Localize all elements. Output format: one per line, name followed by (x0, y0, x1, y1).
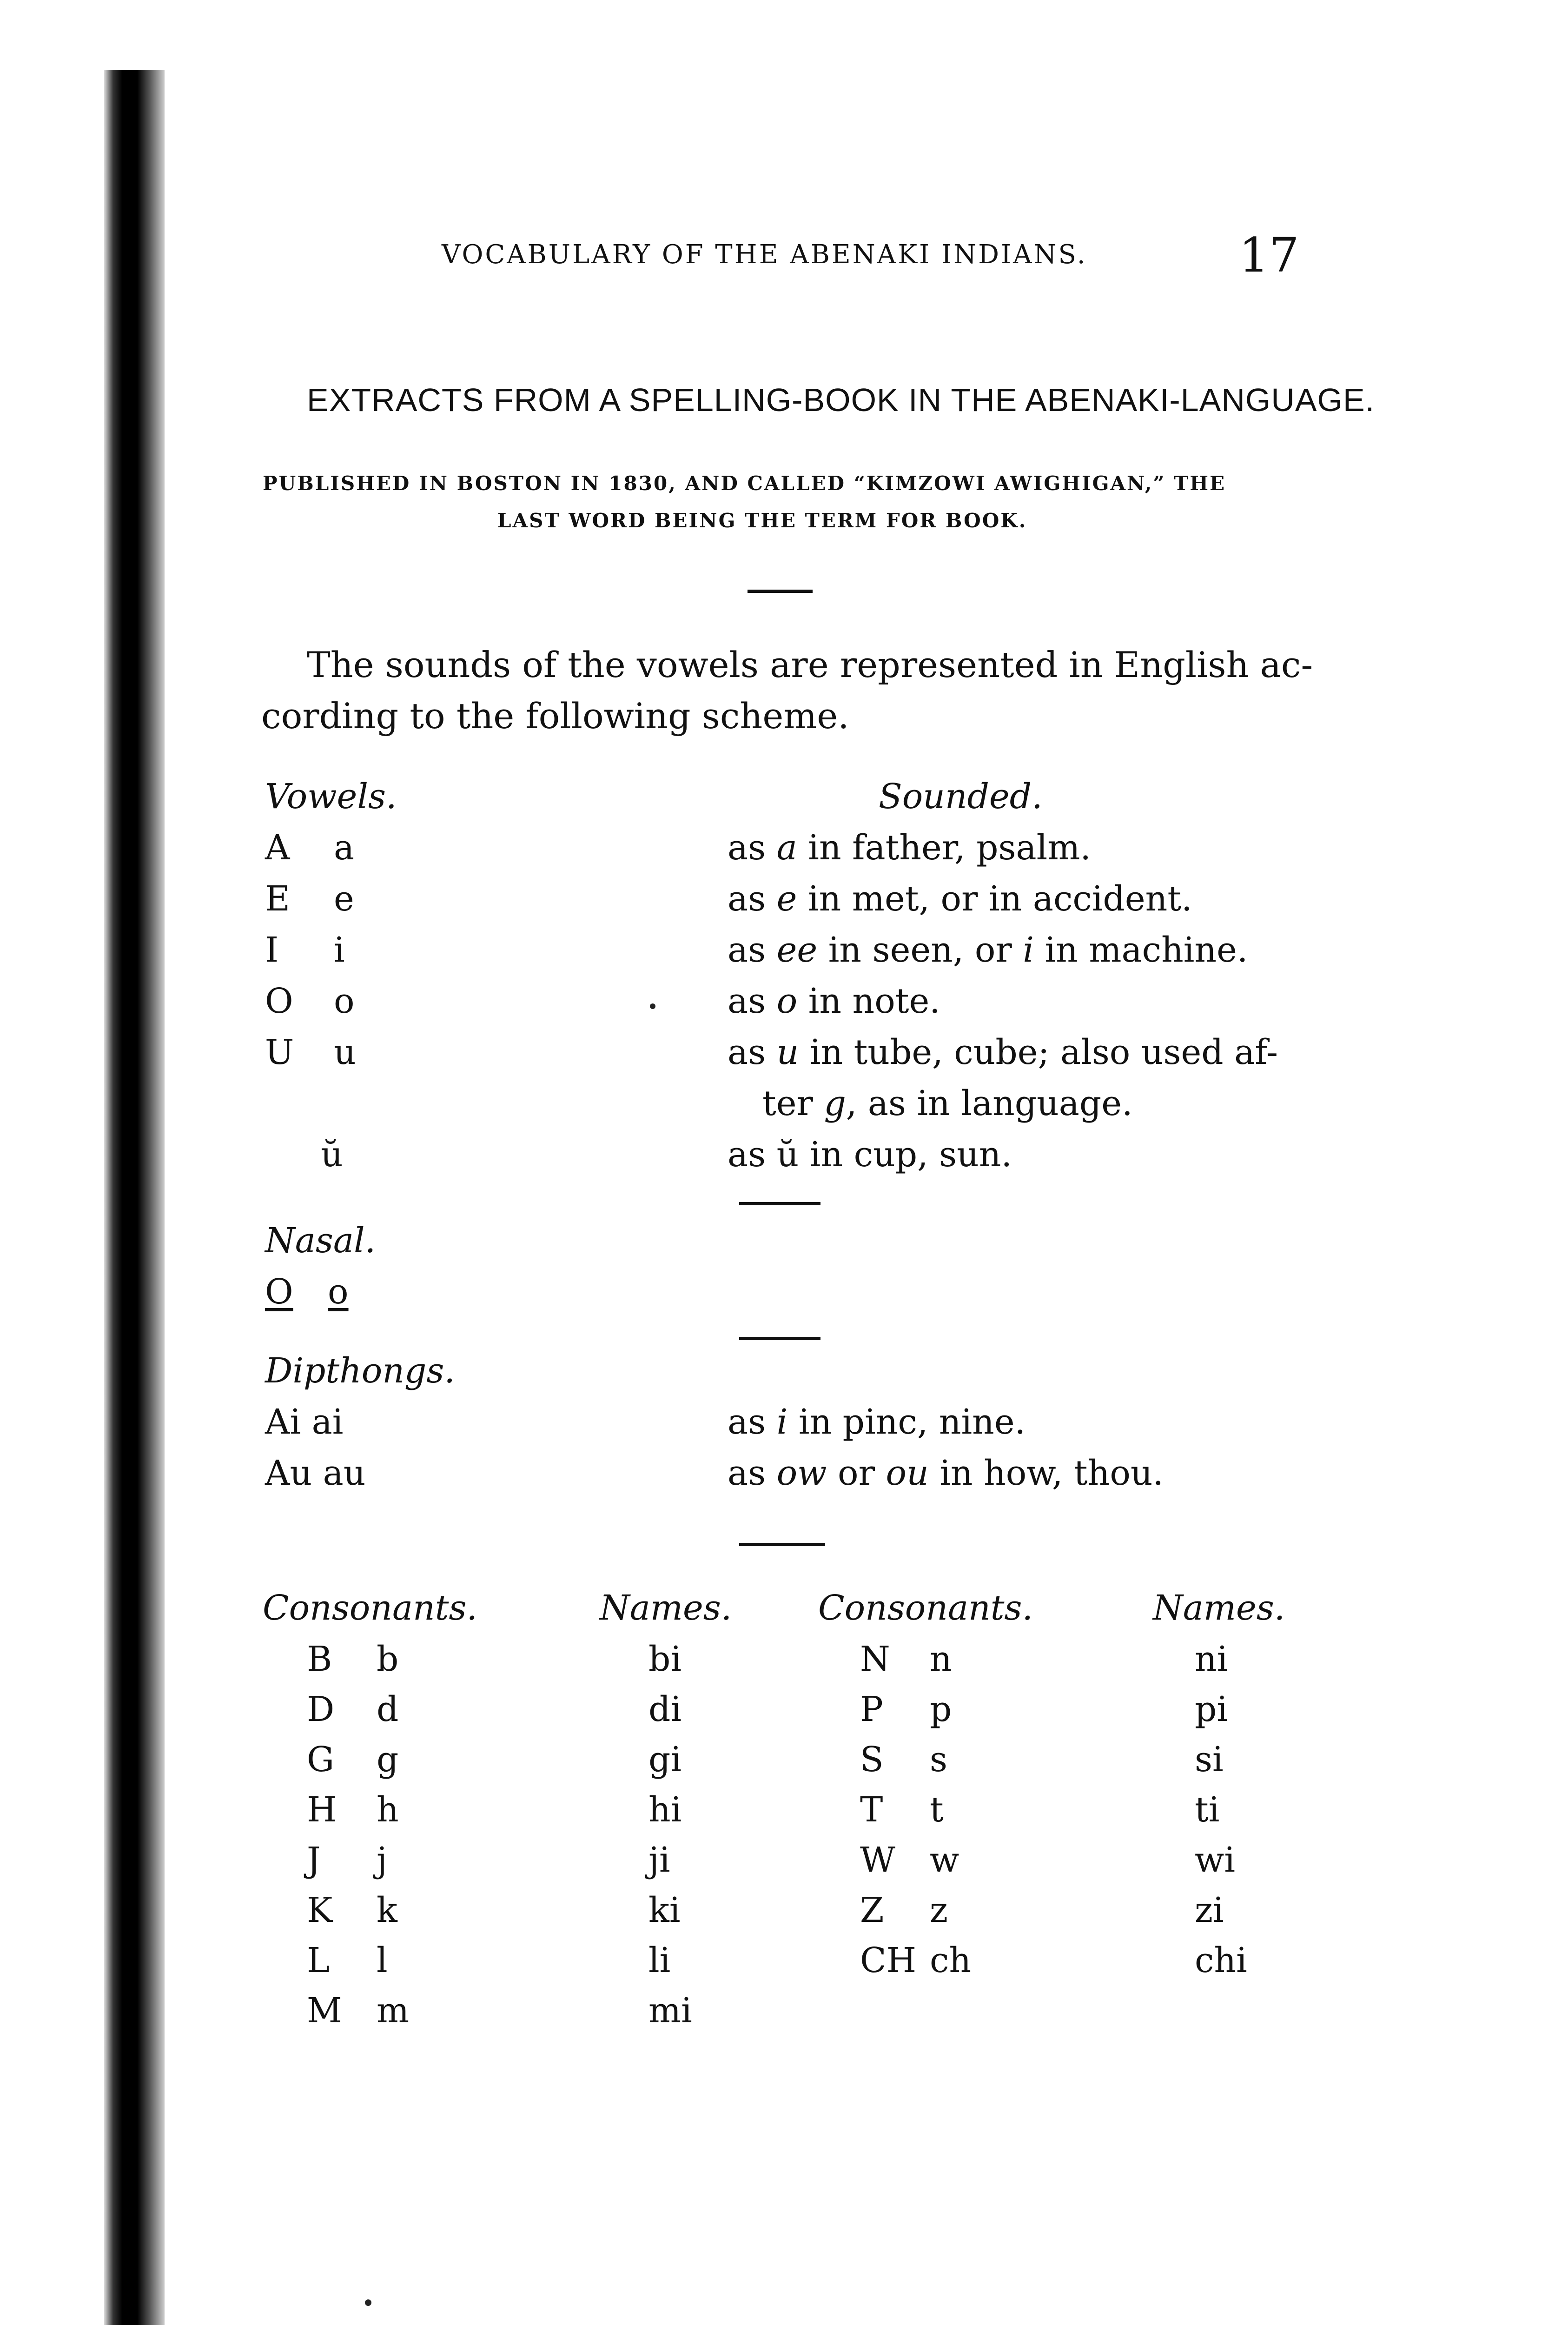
consonant-lower: b (377, 1639, 399, 1679)
consonant-name: ki (648, 1890, 681, 1930)
dipthong-letters: Ai ai (265, 1402, 344, 1442)
consonant-upper: T (860, 1790, 883, 1830)
subtitle-line-2: LAST WORD BEING THE TERM FOR BOOK. (497, 509, 1027, 532)
nasal-upper: O (265, 1272, 293, 1312)
divider-rule (748, 590, 813, 593)
consonant-upper: W (860, 1840, 896, 1880)
sounded-fragment: as (728, 1453, 777, 1493)
vowel-sounded (728, 879, 1192, 919)
consonant-lower: s (930, 1740, 947, 1780)
running-head: VOCABULARY OF THE ABENAKI INDIANS. (442, 239, 1087, 270)
consonant-name: pi (1195, 1689, 1228, 1729)
sounded-fragment: as (728, 879, 777, 919)
vowel-upper: U (265, 1032, 294, 1072)
vowel-lower: a (334, 828, 355, 868)
sounded-fragment: g (824, 1083, 846, 1123)
consonant-name: si (1195, 1740, 1224, 1780)
nasal-header: Nasal. (265, 1221, 376, 1261)
consonant-lower: j (377, 1840, 387, 1880)
sounded-fragment: , as in language. (846, 1083, 1133, 1123)
consonants-header-right: Consonants. (818, 1588, 1033, 1628)
consonant-upper: P (860, 1689, 883, 1729)
consonant-upper: M (307, 1991, 342, 2031)
sounded-fragment: in note. (797, 981, 940, 1021)
names-header-right: Names. (1153, 1588, 1285, 1628)
names-header-left: Names. (600, 1588, 732, 1628)
consonant-upper: CH (860, 1940, 917, 1980)
dipthong-sounded (728, 1453, 1164, 1493)
consonant-name: ji (648, 1840, 670, 1880)
consonant-upper: H (307, 1790, 337, 1830)
vowel-upper: E (265, 879, 291, 919)
sounded-fragment: u (776, 1032, 799, 1072)
vowel-lower: i (334, 930, 345, 970)
vowel-lower: ŭ (321, 1135, 343, 1175)
sounded-header: Sounded. (879, 777, 1043, 817)
consonant-upper: D (307, 1689, 335, 1729)
consonant-name: chi (1195, 1940, 1247, 1980)
dipthong-letters: Au au (265, 1453, 366, 1493)
vowel-upper: I (265, 930, 279, 970)
sounded-fragment: i (1023, 930, 1034, 970)
sounded-fragment: ou (886, 1453, 929, 1493)
sounded-fragment: ow (776, 1453, 827, 1493)
intro-line-1: The sounds of the vowels are represented in English ac- (307, 644, 1313, 685)
sounded-fragment: in met, or in accident. (797, 879, 1192, 919)
subtitle-line-1: PUBLISHED IN BOSTON IN 1830, AND CALLED “KIMZOWI AWIGHIGAN,” THE (263, 472, 1226, 495)
consonant-name: mi (648, 1991, 692, 2031)
consonant-upper: Z (860, 1890, 884, 1930)
consonant-name: ti (1195, 1790, 1220, 1830)
scan-speck (650, 1003, 655, 1009)
book-spine-shadow (104, 70, 165, 2325)
sounded-fragment: ee (776, 930, 818, 970)
sounded-fragment: as (728, 1032, 777, 1072)
consonant-name: li (648, 1940, 671, 1980)
sounded-fragment: as (728, 1402, 777, 1442)
dipthong-sounded (728, 1402, 1025, 1442)
dipthongs-header: Dipthongs. (265, 1351, 455, 1391)
consonant-upper: L (307, 1940, 330, 1980)
consonant-lower: k (377, 1890, 397, 1930)
consonant-upper: B (307, 1639, 332, 1679)
vowel-lower: o (334, 981, 355, 1021)
sounded-fragment: as (728, 981, 777, 1021)
vowel-sounded (728, 930, 1248, 970)
consonant-lower: l (377, 1940, 388, 1980)
sounded-fragment: a (776, 828, 797, 868)
consonant-lower: t (930, 1790, 944, 1830)
consonant-lower: p (930, 1689, 952, 1729)
sounded-fragment: or (827, 1453, 886, 1493)
sounded-fragment: in seen, or (817, 930, 1023, 970)
sounded-fragment: ter (762, 1083, 824, 1123)
sounded-fragment: as (728, 828, 777, 868)
sounded-fragment: in tube, cube; also used af- (799, 1032, 1278, 1072)
vowel-sounded (728, 1135, 1012, 1175)
consonant-upper: J (307, 1840, 321, 1880)
consonant-name: di (648, 1689, 682, 1729)
sounded-fragment: in pinc, nine. (787, 1402, 1026, 1442)
consonants-header-left: Consonants. (263, 1588, 478, 1628)
consonant-upper: K (307, 1890, 333, 1930)
vowel-lower: u (334, 1032, 356, 1072)
consonant-lower: n (930, 1639, 952, 1679)
sounded-fragment: o (776, 981, 798, 1021)
consonant-upper: G (307, 1740, 335, 1780)
consonant-name: hi (648, 1790, 682, 1830)
consonant-lower: z (930, 1890, 948, 1930)
consonant-lower: d (377, 1689, 399, 1729)
consonant-lower: m (377, 1991, 410, 2031)
consonant-lower: ch (930, 1940, 972, 1980)
consonant-name: bi (648, 1639, 682, 1679)
divider-rule (739, 1202, 820, 1205)
vowel-lower: e (334, 879, 354, 919)
vowels-header: Vowels. (265, 777, 397, 817)
vowel-sounded (728, 1032, 1278, 1072)
nasal-lower: o (328, 1272, 349, 1312)
consonant-name: gi (648, 1740, 682, 1780)
vowel-upper: A (265, 828, 290, 868)
sounded-fragment: as (728, 930, 777, 970)
sounded-fragment: as ŭ in cup, sun. (728, 1135, 1012, 1175)
vowel-sounded (728, 981, 940, 1021)
vowel-upper: O (265, 981, 293, 1021)
consonant-name: ni (1195, 1639, 1228, 1679)
sounded-fragment: in how, thou. (928, 1453, 1164, 1493)
consonant-name: zi (1195, 1890, 1224, 1930)
sounded-fragment: in machine. (1033, 930, 1248, 970)
section-title: EXTRACTS FROM A SPELLING-BOOK IN THE ABENAKI-LANGUAGE. (307, 382, 1375, 418)
vowel-sounded (728, 828, 1091, 868)
consonant-name: wi (1195, 1840, 1236, 1880)
divider-rule (739, 1337, 820, 1340)
consonant-lower: h (377, 1790, 399, 1830)
intro-line-2: cording to the following scheme. (261, 695, 849, 737)
divider-rule (739, 1543, 825, 1546)
consonant-lower: g (377, 1740, 399, 1780)
sounded-fragment: e (776, 879, 797, 919)
scan-speck (365, 2299, 371, 2306)
vowel-sounded (762, 1083, 1133, 1123)
consonant-lower: w (930, 1840, 959, 1880)
consonant-upper: N (860, 1639, 890, 1679)
sounded-fragment: i (776, 1402, 788, 1442)
page-number: 17 (1239, 228, 1299, 283)
sounded-fragment: in father, psalm. (797, 828, 1091, 868)
consonant-upper: S (860, 1740, 884, 1780)
